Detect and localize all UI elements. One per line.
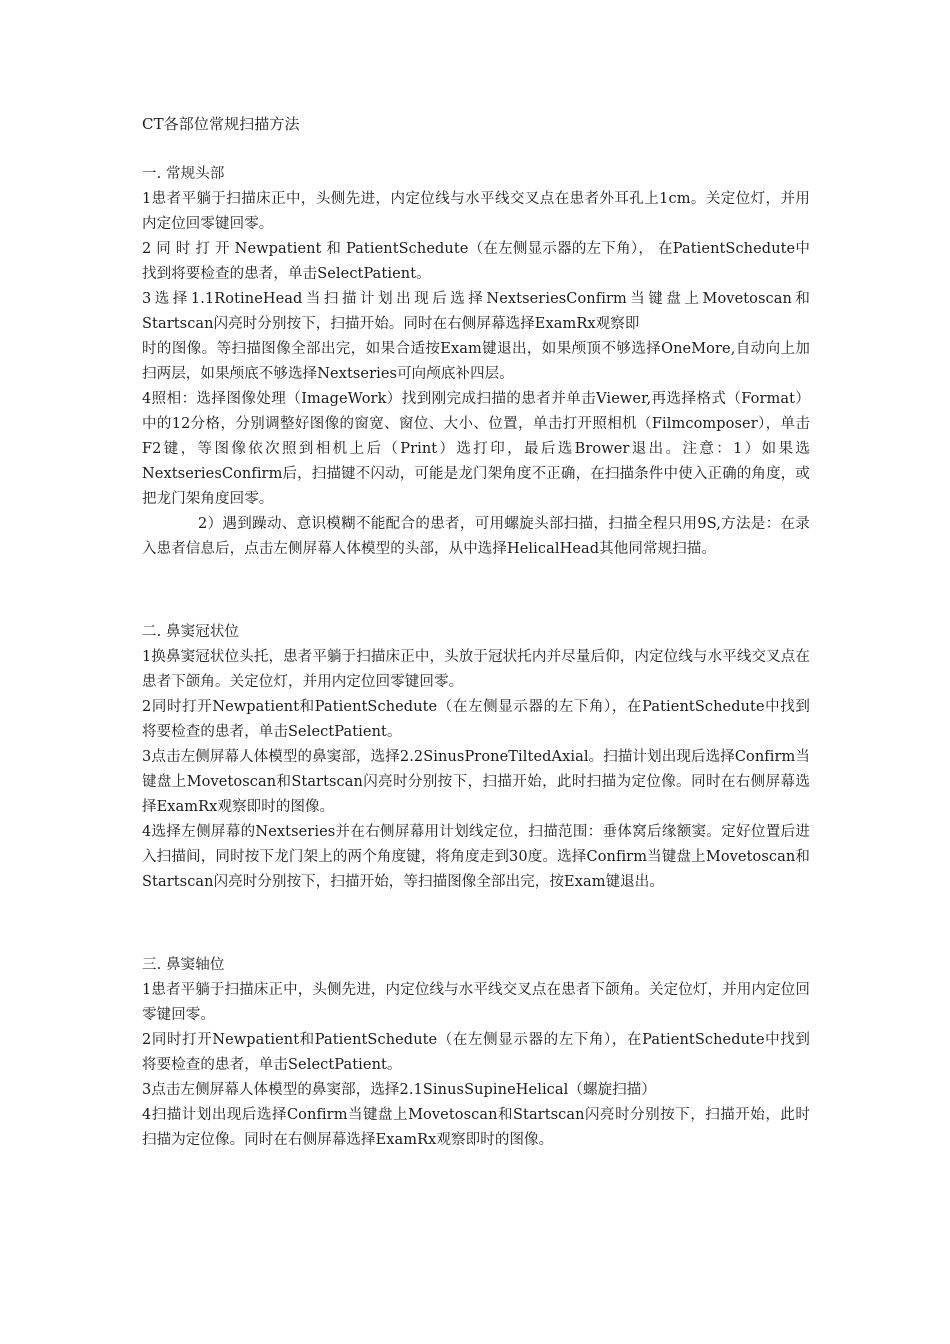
paragraph: 4照相：选择图像处理（ImageWork）找到刚完成扫描的患者并单击Viewer,再选择格式（Format）中的12分格，分别调整好图像的窗宽、窗位、大小、位置，单击打开照相机（Filmcomposer），单击F2键，等图像依次照到相机上后（Print）选打印，最后选Brower退出。注意：1）如果选NextseriesConfirm后，扫描键不闪动，可能是龙门架角度不正确，在扫描条件中使入正确的角度，或把龙门架角度回零。 <box>142 391 810 507</box>
paragraph: 时的图像。等扫描图像全部出完，如果合适按Exam键退出，如果颅顶不够选择OneMore,自动向上加扫两层，如果颅底不够选择Nextseries可向颅底补四层。 <box>142 341 810 382</box>
paragraph: 3点击左侧屏幕人体模型的鼻窦部，选择2.1SinusSupineHelical（螺旋扫描） <box>142 1082 656 1098</box>
section-sinus-axial <box>142 953 810 1153</box>
paragraph: 1换鼻窦冠状位头托，患者平躺于扫描床正中，头放于冠状托内并尽量后仰，内定位线与水平线交叉点在患者下颌角。关定位灯，并用内定位回零键回零。 <box>142 649 810 690</box>
section-heading: 三. 鼻窦轴位 <box>142 957 225 973</box>
paragraph: 1患者平躺于扫描床正中，头侧先进，内定位线与水平线交叉点在患者外耳孔上1cm。关定位灯，并用内定位回零键回零。 <box>142 191 810 232</box>
paragraph: 3点击左侧屏幕人体模型的鼻窦部，选择2.2SinusProneTiltedAxial。扫描计划出现后选择Confirm当键盘上Movetoscan和Startscan闪亮时分别按下，扫描开始，此时扫描为定位像。同时在右侧屏幕选择ExamRx观察即时的图像。 <box>142 749 810 815</box>
paragraph: 3选择1.1RotineHead当扫描计划出现后选择NextseriesConfirm当键盘上Movetoscan和Startscan闪亮时分别按下，扫描开始。同时在右侧屏幕选择ExamRx观察即 <box>142 291 810 332</box>
paragraph: 2同时打开Newpatient和PatientSchedute（在左侧显示器的左下角），在PatientSchedute中找到将要检查的患者，单击SelectPatient。 <box>142 699 810 740</box>
paragraph: 4选择左侧屏幕的Nextseries并在右侧屏幕用计划线定位，扫描范围：垂体窝后缘额窦。定好位置后进入扫描间，同时按下龙门架上的两个角度键，将角度走到30度。选择Confirm当键盘上Movetoscan和Startscan闪亮时分别按下，扫描开始，等扫描图像全部出完，按Exam键退出。 <box>142 824 810 890</box>
paragraph: 2同时打开Newpatient和PatientSchedute（在左侧显示器的左下角），在PatientSchedute中找到将要检查的患者，单击SelectPatient。 <box>142 1032 810 1073</box>
document-page <box>142 112 810 1153</box>
paragraph: 1患者平躺于扫描床正中，头侧先进，内定位线与水平线交叉点在患者下颌角。关定位灯，并用内定位回零键回零。 <box>142 982 810 1023</box>
section-heading: 一. 常规头部 <box>142 166 225 182</box>
section-head-routine <box>142 162 810 562</box>
section-spacer <box>142 895 810 953</box>
section-spacer <box>142 562 810 620</box>
paragraph: 2）遇到躁动、意识模糊不能配合的患者，可用螺旋头部扫描，扫描全程只用9S,方法是：在录入患者信息后，点击左侧屏幕人体模型的头部，从中选择HelicalHead其他同常规扫描。 <box>142 516 810 557</box>
section-sinus-coronal <box>142 620 810 895</box>
paragraph: 4扫描计划出现后选择Confirm当键盘上Movetoscan和Startscan闪亮时分别按下，扫描开始，此时扫描为定位像。同时在右侧屏幕选择ExamRx观察即时的图像。 <box>142 1107 810 1148</box>
paragraph: 2 同 时 打 开 Newpatient 和 PatientSchedute（在左侧显示器的左下角）， 在PatientSchedute中找到将要检查的患者，单击SelectPatient。 <box>142 241 810 282</box>
section-heading: 二. 鼻窦冠状位 <box>142 624 240 640</box>
document-title: CT各部位常规扫描方法 <box>142 115 300 133</box>
